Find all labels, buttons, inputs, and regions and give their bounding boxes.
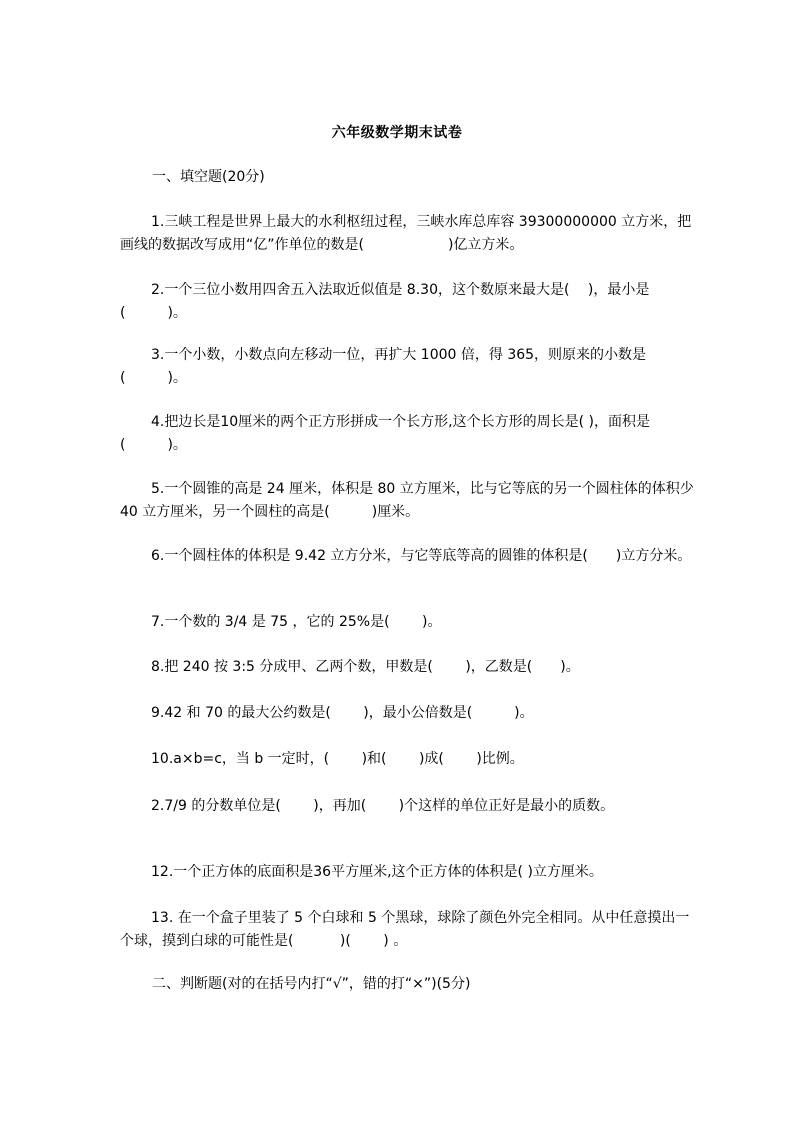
question-12: 12.一个正方体的底面积是36平方厘米,这个正方体的体积是( )立方厘米。 — [151, 864, 603, 880]
section-heading-fill-in: 一、填空题(20分) — [152, 169, 265, 185]
question-2: 2.一个三位小数用四舍五入法取近似值是 8.30，这个数原来最大是( )，最小是( )。 — [120, 282, 650, 321]
question-8: 8.把 240 按 3:5 分成甲、乙两个数，甲数是( )，乙数是( )。 — [151, 659, 580, 675]
question-13: 13. 在一个盒子里装了 5 个白球和 5 个黑球，球除了颜色外完全相同。从中任意摸出一个球，摸到白球的可能性是( )( ) 。 — [120, 910, 690, 949]
page-title: 六年级数学期末试卷 — [331, 125, 463, 141]
question-9: 9.42 和 70 的最大公约数是( )，最小公倍数是( )。 — [151, 705, 534, 721]
question-7: 7.一个数的 3/4 是 75 ，它的 25%是( )。 — [151, 614, 442, 630]
section-heading-true-false: 二、判断题(对的在括号内打“√”，错的打“×”)(5分) — [152, 976, 471, 992]
question-5: 5.一个圆锥的高是 24 厘米，体积是 80 立方厘米，比与它等底的另一个圆柱体的体积少 40 立方厘米，另一个圆柱的高是( )厘米。 — [120, 481, 699, 520]
question-10: 10.a×b=c，当 b 一定时，( )和( )成( )比例。 — [151, 751, 524, 767]
question-3: 3.一个小数，小数点向左移动一位，再扩大 1000 倍，得 365，则原来的小数是( )。 — [120, 347, 647, 386]
question-11: 2.7/9 的分数单位是( )，再加( )个这样的单位正好是最小的质数。 — [151, 798, 615, 814]
question-6: 6.一个圆柱体的体积是 9.42 立方分米，与它等底等高的圆锥的体积是( )立方分米。 — [151, 548, 692, 564]
question-1: 1.三峡工程是世界上最大的水利枢纽过程，三峡水库总库容 39300000000 立方米，把画线的数据改写成用“亿”作单位的数是( )亿立方米。 — [120, 214, 692, 253]
question-4: 4.把边长是10厘米的两个正方形拼成一个长方形,这个长方形的周长是( )，面积是( )。 — [120, 414, 650, 453]
